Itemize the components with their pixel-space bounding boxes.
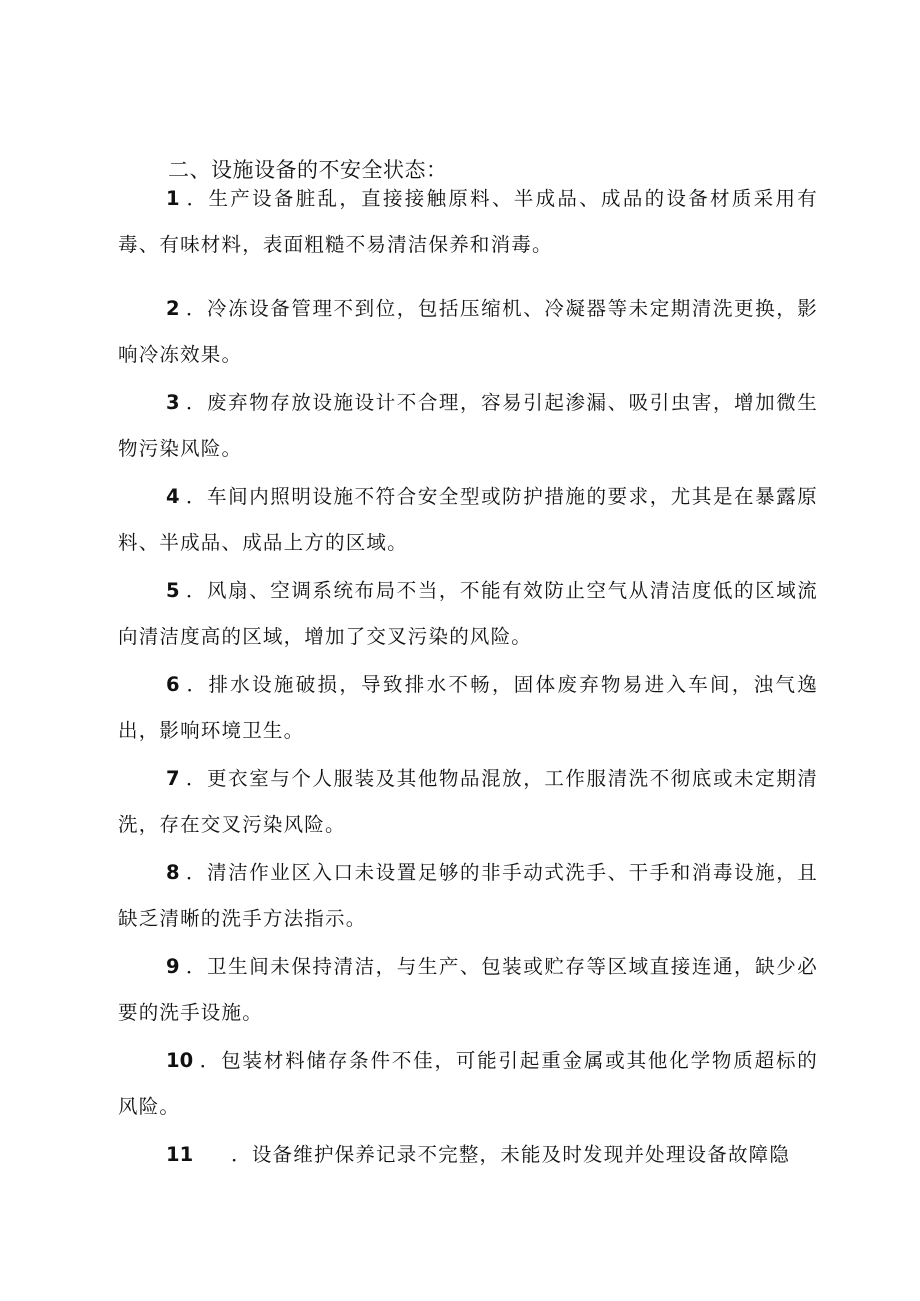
- list-item: [118, 176, 818, 268]
- item-text: ．设备维护保养记录不完整，未能及时发现并处理设备故障隐: [231, 1143, 791, 1166]
- item-number: 5: [166, 579, 180, 602]
- list-item: [118, 756, 818, 848]
- item-text: ．包装材料储存条件不佳，可能引起重金属或其他化学物质超标的风险。: [118, 1049, 818, 1118]
- item-number: 1: [166, 187, 180, 210]
- item-text: ．清洁作业区入口未设置足够的非手动式洗手、干手和消毒设施，且缺乏清晰的洗手方法指示。: [118, 861, 818, 930]
- list-item: [118, 662, 818, 754]
- list-item: [118, 286, 818, 378]
- section-heading: 二、设施设备的不安全状态：: [168, 158, 448, 182]
- item-text: ．冷冻设备管理不到位，包括压缩机、冷凝器等未定期清洗更换，影响冷冻效果。: [118, 297, 818, 366]
- list-item: [118, 944, 818, 1036]
- list-item: [118, 568, 818, 660]
- item-number: 6: [166, 673, 180, 696]
- item-text: ．废弃物存放设施设计不合理，容易引起渗漏、吸引虫害，增加微生物污染风险。: [118, 391, 818, 460]
- item-number: 2: [166, 297, 180, 320]
- list-item: [118, 1038, 818, 1130]
- item-text: ．排水设施破损，导致排水不畅，固体废弃物易进入车间，浊气逸出，影响环境卫生。: [118, 673, 818, 742]
- item-number: 8: [166, 861, 180, 884]
- list-item: [118, 380, 818, 472]
- item-text: ．风扇、空调系统布局不当，不能有效防止空气从清洁度低的区域流向清洁度高的区域，增加了交叉污染的风险。: [118, 579, 818, 648]
- list-item: [118, 474, 818, 566]
- item-text: ．车间内照明设施不符合安全型或防护措施的要求，尤其是在暴露原料、半成品、成品上方的区域。: [118, 485, 818, 554]
- item-number: 10: [166, 1049, 194, 1072]
- item-text: ．卫生间未保持清洁，与生产、包装或贮存等区域直接连通，缺少必要的洗手设施。: [118, 955, 818, 1024]
- list-item: [118, 1132, 818, 1178]
- list-item: [118, 850, 818, 942]
- item-number: 9: [166, 955, 180, 978]
- item-number: 11: [166, 1143, 194, 1166]
- item-number: 3: [166, 391, 180, 414]
- item-text: ．更衣室与个人服装及其他物品混放，工作服清洗不彻底或未定期清洗，存在交叉污染风险。: [118, 767, 818, 836]
- item-number: 7: [166, 767, 180, 790]
- item-text: ．生产设备脏乱，直接接触原料、半成品、成品的设备材质采用有毒、有味材料，表面粗糙不易清洁保养和消毒。: [118, 187, 818, 256]
- item-number: 4: [166, 485, 180, 508]
